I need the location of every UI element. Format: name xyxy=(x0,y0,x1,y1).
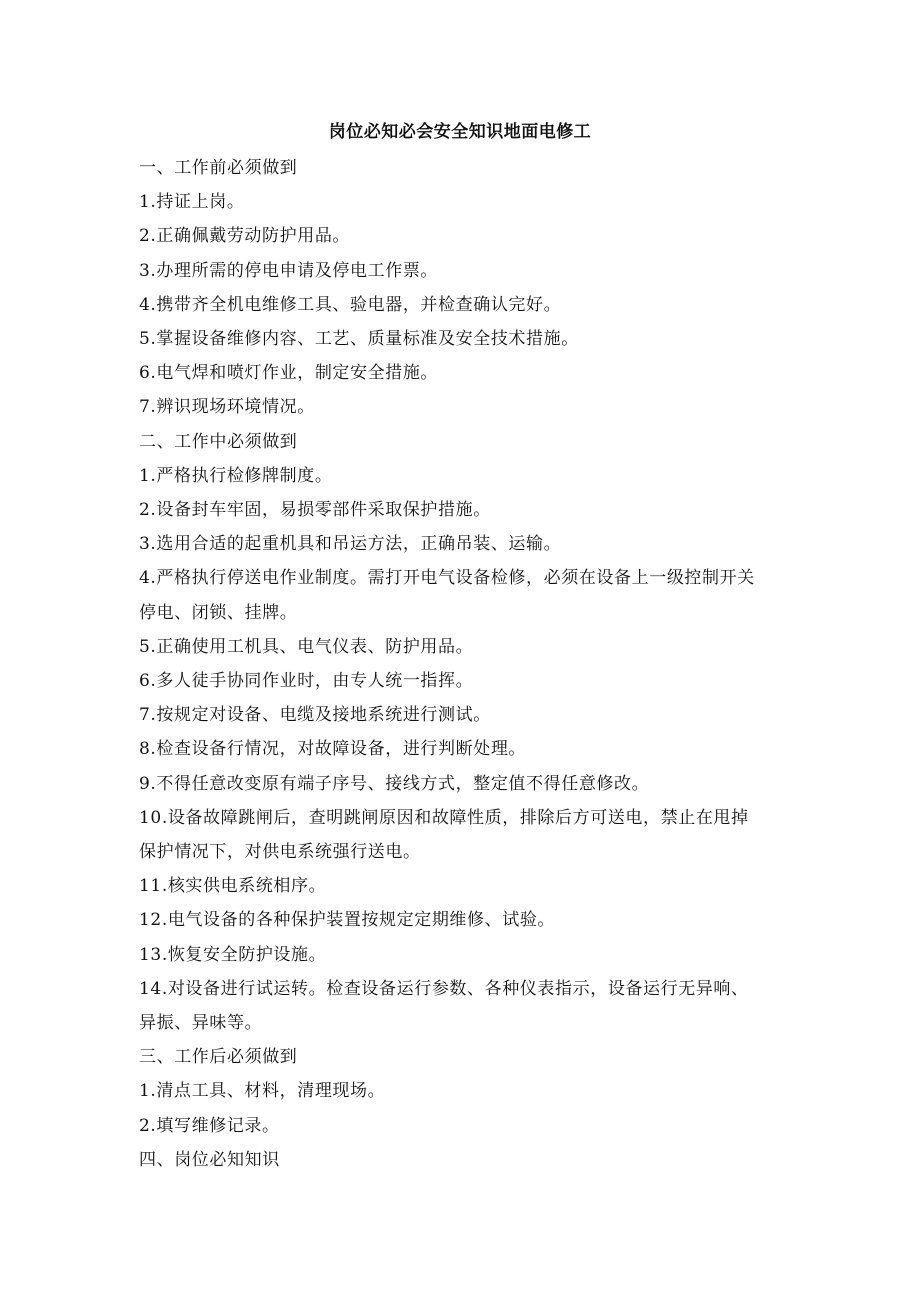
list-item: 2.填写维修记录。 xyxy=(139,1115,280,1136)
list-item: 14.对设备进行试运转。检查设备运行参数、各种仪表指示，设备运行无异响、 xyxy=(139,978,749,999)
list-item: 5.掌握设备维修内容、工艺、质量标准及安全技术措施。 xyxy=(139,329,579,350)
list-item: 5.正确使用工机具、电气仪表、防护用品。 xyxy=(139,636,474,657)
list-item: 12.电气设备的各种保护装置按规定定期维修、试验。 xyxy=(139,910,556,931)
section-heading-after-work: 三、工作后必须做到 xyxy=(139,1047,298,1068)
list-item: 6.电气焊和喷灯作业，制定安全措施。 xyxy=(139,363,439,384)
list-item: 8.检查设备行情况，对故障设备，进行判断处理。 xyxy=(139,739,527,760)
list-item: 3.办理所需的停电申请及停电工作票。 xyxy=(139,260,439,281)
list-item: 1.严格执行检修牌制度。 xyxy=(139,465,333,486)
list-item: 1.持证上岗。 xyxy=(139,192,245,213)
list-item: 3.选用合适的起重机具和吊运方法，正确吊装、运输。 xyxy=(139,534,562,555)
list-item: 1.清点工具、材料，清理现场。 xyxy=(139,1081,386,1102)
list-item: 2.正确佩戴劳动防护用品。 xyxy=(139,226,351,247)
section-heading-job-knowledge: 四、岗位必知知识 xyxy=(139,1149,280,1170)
list-item: 4.严格执行停送电作业制度。需打开电气设备检修，必须在设备上一级控制开关 xyxy=(139,568,755,589)
list-item: 9.不得任意改变原有端子序号、接线方式，整定值不得任意修改。 xyxy=(139,773,650,794)
section-heading-during-work: 二、工作中必须做到 xyxy=(139,431,298,452)
list-item: 6.多人徒手协同作业时，由专人统一指挥。 xyxy=(139,671,474,692)
list-item: 4.携带齐全机电维修工具、验电器，并检查确认完好。 xyxy=(139,294,562,315)
list-item: 7.辨识现场环境情况。 xyxy=(139,397,315,418)
section-heading-before-work: 一、工作前必须做到 xyxy=(139,158,298,178)
document-body xyxy=(139,151,789,1177)
document-title: 岗位必知必会安全知识地面电修工 xyxy=(328,122,592,142)
list-item: 7.按规定对设备、电缆及接地系统进行测试。 xyxy=(139,705,491,726)
list-item: 11.核实供电系统相序。 xyxy=(139,876,327,897)
list-item-continuation: 保护情况下，对供电系统强行送电。 xyxy=(139,842,421,863)
list-item-continuation: 异振、异味等。 xyxy=(139,1013,263,1034)
list-item: 10.设备故障跳闸后，查明跳闸原因和故障性质，排除后方可送电，禁止在甩掉 xyxy=(139,807,749,828)
list-item-continuation: 停电、闭锁、挂牌。 xyxy=(139,602,298,623)
list-item: 2.设备封车牢固，易损零部件采取保护措施。 xyxy=(139,500,491,521)
list-item: 13.恢复安全防护设施。 xyxy=(139,944,327,965)
